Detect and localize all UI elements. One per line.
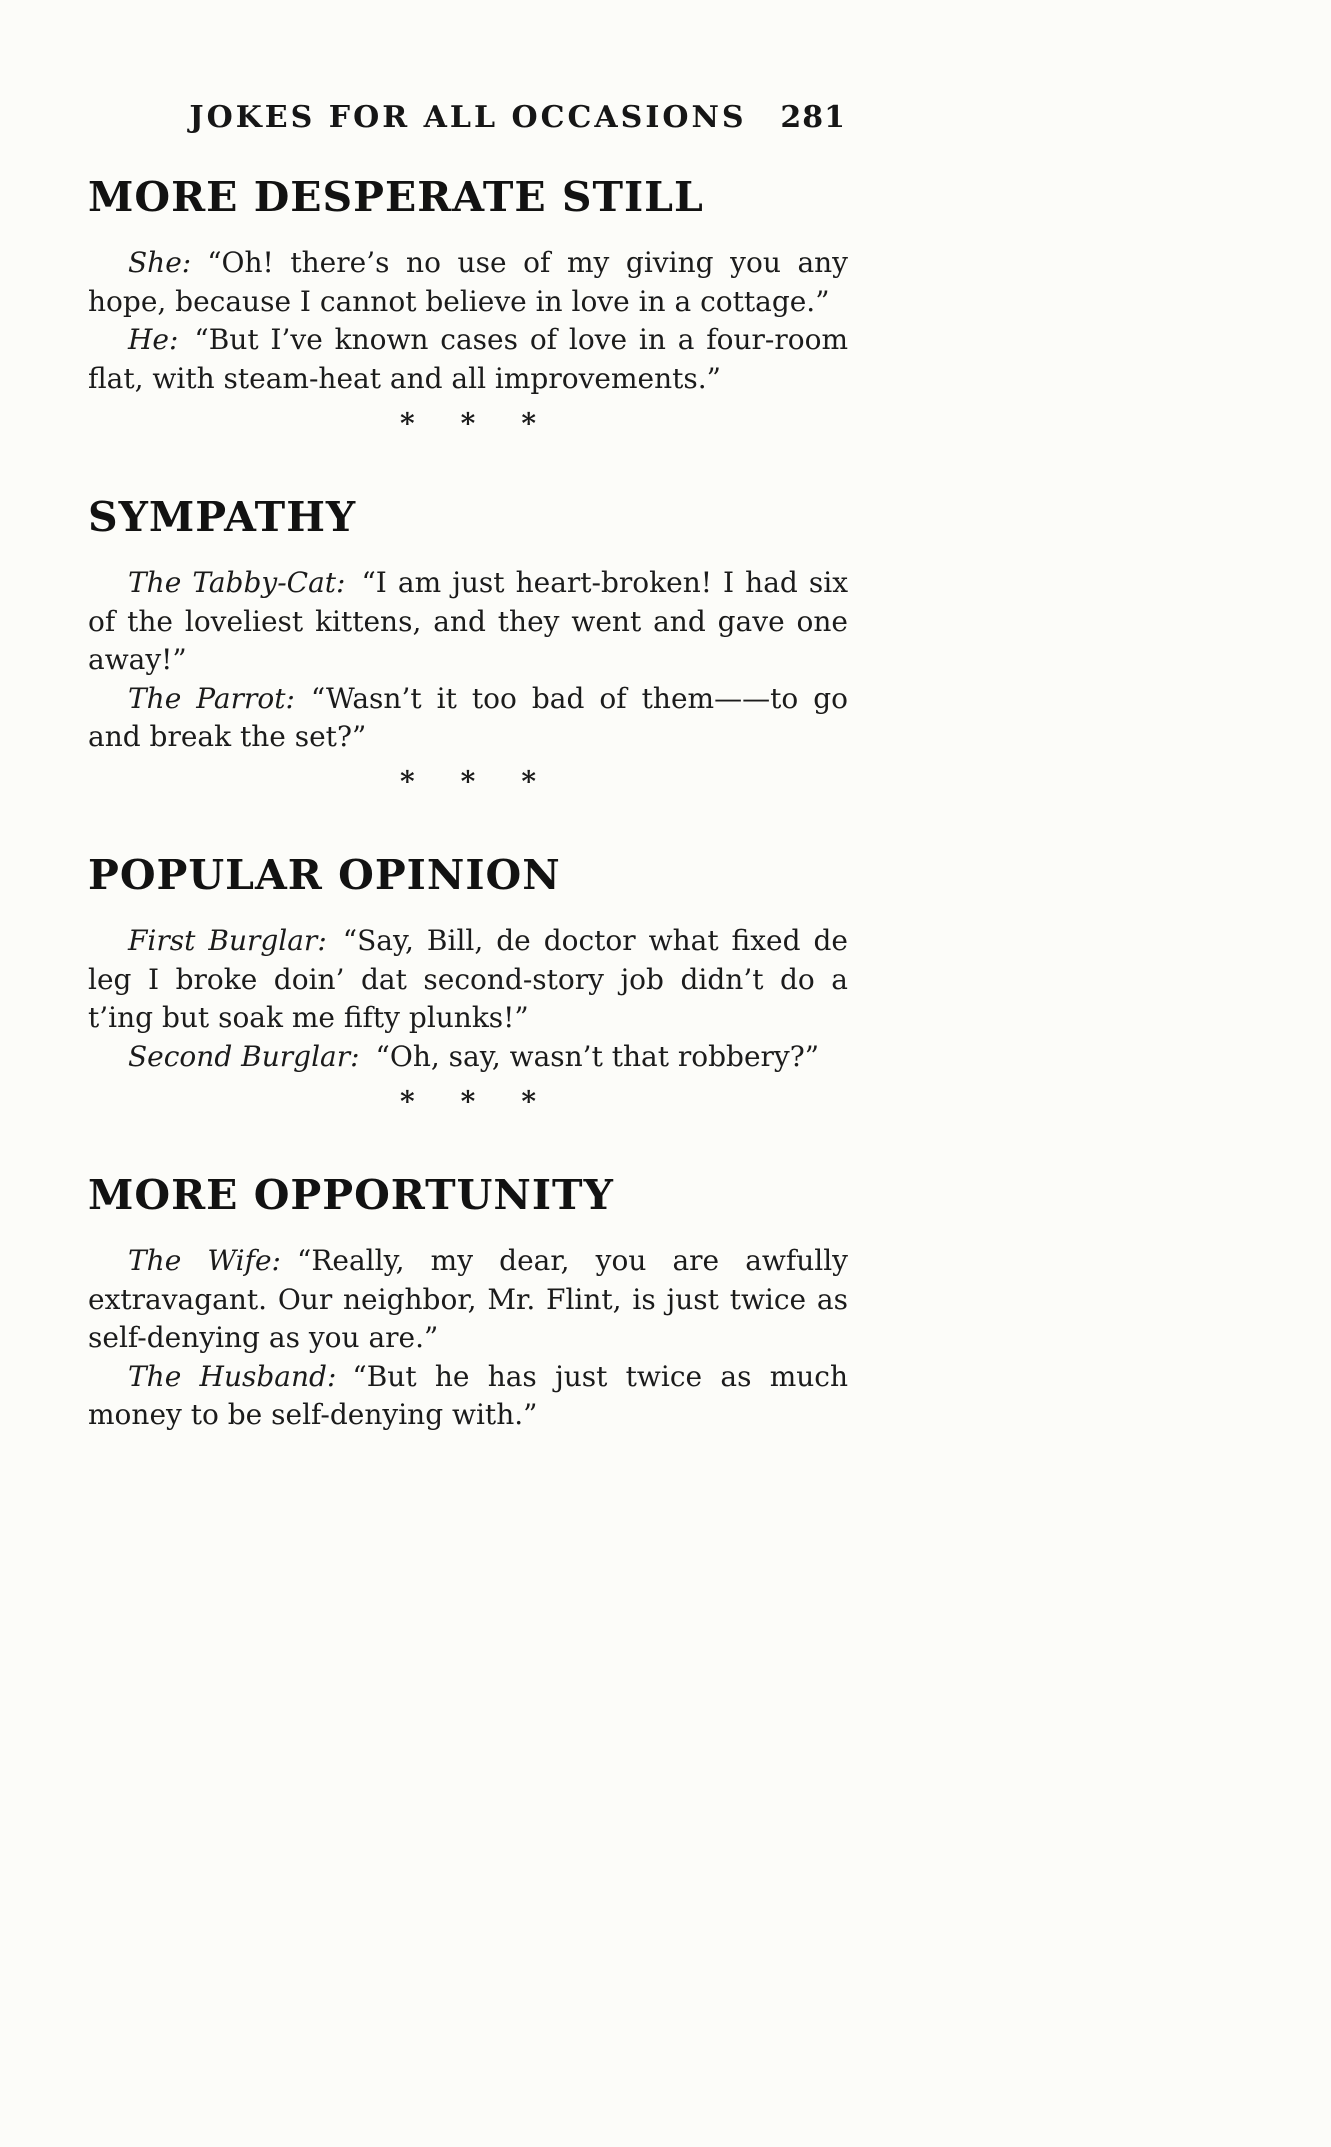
joke-paragraph <box>88 1038 848 1077</box>
speech-text: “Say, Bill, de doctor what fixed de leg I broke doin’ dat second-story job didn’t do a t’ing but soak me fifty plunks!” <box>88 924 848 1035</box>
speaker-name: The Parrot: <box>128 681 295 715</box>
joke-paragraph <box>88 680 848 757</box>
joke-section-more-opportunity <box>88 1171 848 1435</box>
speech-text: “I am just heart-broken! I had six of the loveliest kittens, and they went and gave one away!” <box>88 565 848 677</box>
speaker-name: She: <box>128 246 192 280</box>
asterisk-icon: * <box>460 765 476 798</box>
asterisk-icon: * <box>521 1084 536 1118</box>
joke-paragraph <box>88 922 848 1038</box>
speaker-name: The Tabby-Cat: <box>128 565 346 599</box>
speaker-name: The Wife: <box>128 1243 281 1277</box>
asterisk-icon: * <box>400 406 415 440</box>
joke-paragraph <box>88 1358 848 1435</box>
asterisk-icon: * <box>521 765 536 798</box>
section-heading: SYMPATHY <box>88 492 357 541</box>
speaker-name: The Husband: <box>128 1359 337 1393</box>
section-heading: POPULAR OPINION <box>88 851 561 899</box>
speech-text: “Wasn’t it too bad of them——to go and break the set?” <box>88 681 848 754</box>
section-heading: MORE OPPORTUNITY <box>88 1170 614 1219</box>
page-number: 281 <box>780 100 846 135</box>
speech-text: “Really, my dear, you are awfully extravagant. Our neighbor, Mr. Flint, is just twice as self-denying as you are.” <box>88 1243 848 1355</box>
running-title: JOKES FOR ALL OCCASIONS <box>189 100 747 135</box>
section-heading: MORE DESPERATE STILL <box>88 173 704 221</box>
speaker-name: First Burglar: <box>128 924 327 958</box>
asterisk-icon: * <box>521 406 536 440</box>
asterisk-icon: * <box>400 1084 415 1118</box>
joke-section-popular-opinion <box>88 851 848 1119</box>
speaker-name: Second Burglar: <box>128 1040 360 1074</box>
speech-text: “Oh, say, wasn’t that robbery?” <box>375 1040 820 1074</box>
joke-paragraph <box>88 564 848 680</box>
speech-text: “Oh! there’s no use of my giving you any hope, because I cannot believe in love in a cottage.” <box>88 246 848 318</box>
joke-paragraph <box>88 244 848 321</box>
joke-paragraph <box>88 1242 848 1358</box>
joke-paragraph <box>88 321 848 398</box>
joke-section-sympathy <box>88 493 848 799</box>
page-header <box>88 100 848 135</box>
speaker-name: He: <box>128 323 179 357</box>
asterisk-icon: * <box>460 406 476 440</box>
speech-text: “But he has just twice as much money to be self-denying with.” <box>88 1359 849 1432</box>
asterisk-icon: * <box>460 1084 476 1118</box>
joke-section-more-desperate-still <box>88 173 848 441</box>
page-content <box>88 100 848 1435</box>
speech-text: “But I’ve known cases of love in a four-room flat, with steam-heat and all improvements.” <box>88 323 848 396</box>
section-divider <box>88 765 848 799</box>
section-divider <box>88 407 848 441</box>
section-divider <box>88 1085 848 1119</box>
asterisk-icon: * <box>400 765 415 798</box>
